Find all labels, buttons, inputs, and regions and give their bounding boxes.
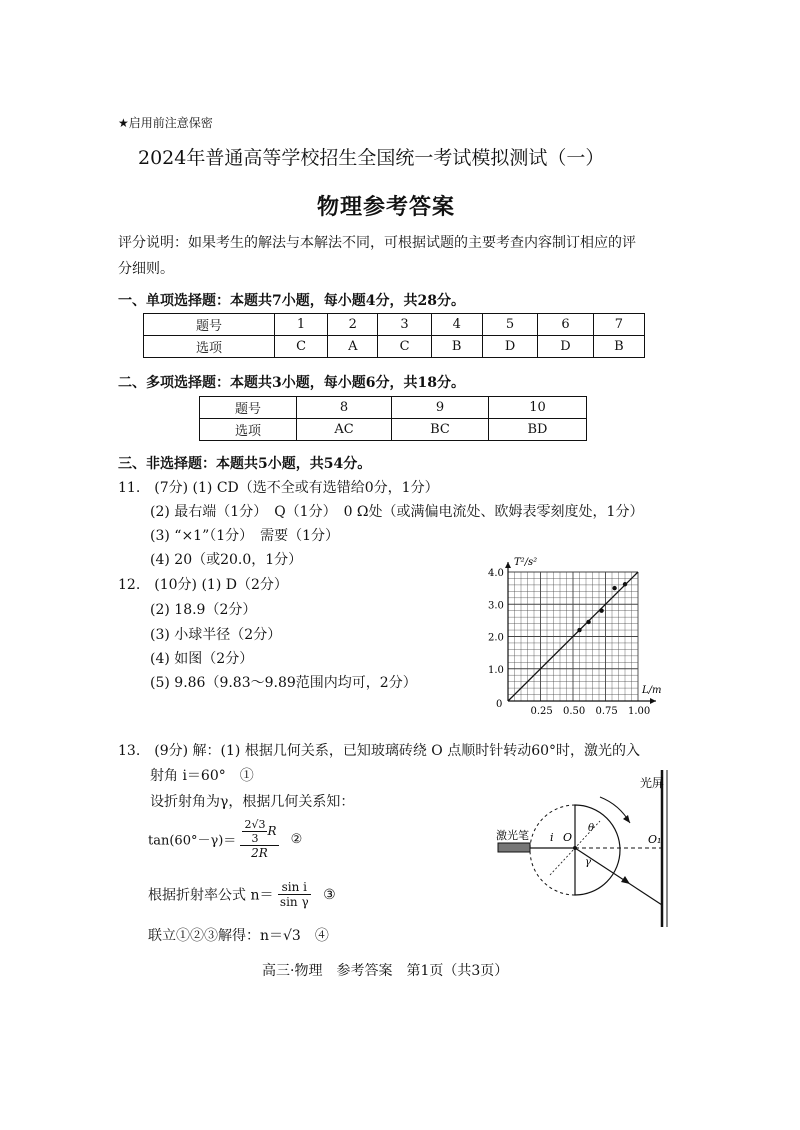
eq3-denominator: sin γ (279, 895, 309, 909)
q13-line2: 射角 i＝60° ① (150, 768, 254, 784)
i-label: i (550, 831, 554, 844)
doc-title: 物理参考答案 (317, 194, 456, 220)
page-footer: 高三·物理 参考答案 第1页（共3页） (262, 963, 509, 979)
table-cell: 10 (488, 397, 586, 419)
eq2-num-r: R (267, 824, 277, 838)
chart-x-tick-label: 0.75 (595, 706, 618, 717)
table-cell: 6 (538, 314, 593, 336)
chart-x-tick-label: 0.50 (563, 706, 586, 717)
laser-pen (498, 843, 530, 852)
section3-heading: 三、非选择题：本题共5小题，共54分。 (118, 456, 372, 472)
table-cell: 选项 (200, 419, 297, 441)
optics-diagram (490, 765, 690, 940)
table-cell: 9 (392, 397, 489, 419)
eq2-inner-bottom: 3 (251, 832, 259, 845)
q13-line3: 设折射角为γ，根据几何关系知： (150, 794, 355, 810)
exam-title: 2024年普通高等学校招生全国统一考试模拟测试（一） (138, 147, 605, 169)
eq3-numerator: sin i (278, 880, 311, 895)
table-cell: BC (392, 419, 489, 441)
table-cell: 4 (431, 314, 482, 336)
q12-line3: (3) 小球半径（2分） (150, 627, 282, 643)
table-cell: 选项 (144, 336, 275, 358)
table-row (144, 314, 645, 336)
o1-label: O₁ (648, 833, 662, 846)
q13-equation-3 (148, 880, 336, 909)
glass-semicircle (575, 805, 620, 895)
chart-x-tick-label: 0.25 (530, 706, 553, 717)
table-cell: 1 (275, 314, 328, 336)
q11-line3: (3) “×1”（1分） 需要（1分） (150, 528, 340, 544)
chart-data-point (586, 620, 590, 624)
eq2-inner-fraction (242, 818, 267, 845)
chart-y-tick-label: 3.0 (488, 600, 504, 612)
screen-label: 光屏 (640, 776, 665, 790)
rotation-arrow-head (623, 815, 630, 823)
section1-heading: 一、单项选择题：本题共7小题，每小题4分，共28分。 (118, 293, 465, 309)
q11-line1: 11. (7分) (1) CD（选不全或有选错给0分，1分） (118, 480, 439, 496)
table-row (144, 336, 645, 358)
ray-arrow-head (621, 876, 630, 884)
chart-xlabel: L/m (642, 685, 662, 696)
original-position-arc (530, 805, 575, 895)
table-cell: D (538, 336, 593, 358)
chart-y-tick-label: 1.0 (488, 664, 504, 676)
table-cell: C (378, 336, 431, 358)
table-cell: 7 (593, 314, 644, 336)
theta-label: θ (588, 823, 595, 834)
eq2-mark: ② (290, 831, 303, 847)
chart-x-arrow (650, 698, 656, 704)
table-cell: B (593, 336, 644, 358)
table-cell: A (328, 336, 378, 358)
chart-y-tick-label: 2.0 (488, 632, 504, 644)
eq3-lhs: 根据折射率公式 n＝ (148, 887, 274, 904)
table-cell: 3 (378, 314, 431, 336)
table-cell: BD (488, 419, 586, 441)
q11-line2: (2) 最右端（1分） Q（1分） 0 Ω处（或满偏电流处、欧姆表零刻度处，1分） (150, 504, 644, 520)
q12-line1: 12. (10分) (1) D（2分） (118, 577, 288, 593)
table-cell: 8 (297, 397, 392, 419)
chart-x-tick-label: 1.00 (628, 706, 651, 717)
table-cell: 5 (482, 314, 537, 336)
table-cell: AC (297, 419, 392, 441)
pendulum-chart (470, 555, 670, 720)
table-cell: 题号 (200, 397, 297, 419)
table-cell: 2 (328, 314, 378, 336)
eq2-lhs: tan(60°－γ)＝ (148, 833, 237, 849)
table-row (200, 419, 587, 441)
single-choice-table (143, 313, 645, 358)
o-label: O (563, 831, 573, 844)
gamma-label: γ (585, 857, 591, 868)
eq2-denominator: 2R (251, 846, 268, 860)
chart-y-arrow (505, 562, 511, 568)
chart-origin-label: 0 (496, 699, 503, 710)
chart-data-point (599, 609, 603, 613)
q13-line1: 13. (9分) 解：(1) 根据几何关系，已知玻璃砖绕 O 点顺时针转动60°时，激光的入 (118, 743, 641, 759)
scoring-note-line2: 分细则。 (118, 261, 174, 277)
table-cell: B (431, 336, 482, 358)
confidential-mark: ★启用前注意保密 (118, 116, 213, 130)
point-o (573, 846, 577, 850)
q12-line2: (2) 18.9（2分） (150, 602, 257, 618)
laser-label: 激光笔 (496, 829, 529, 842)
chart-data-point (577, 628, 581, 632)
eq2-inner-top: 2√3 (244, 818, 266, 831)
eq3-fraction (278, 880, 311, 909)
chart-data-point (623, 582, 627, 586)
multiple-choice-table (199, 396, 587, 441)
q11-line4: (4) 20（或20.0，1分） (150, 552, 303, 568)
chart-data-point (612, 586, 616, 590)
section2-heading: 二、多项选择题：本题共3小题，每小题6分，共18分。 (118, 375, 465, 391)
eq2-numerator (240, 818, 278, 846)
chart-y-tick-label: 4.0 (488, 568, 504, 579)
q13-equation-4: 联立①②③解得：n＝√3 ④ (148, 928, 329, 944)
table-cell: C (275, 336, 328, 358)
table-cell: D (482, 336, 537, 358)
chart-ylabel: T²/s² (514, 557, 538, 568)
eq3-mark: ③ (323, 886, 336, 903)
chart-axes (488, 562, 656, 717)
scoring-note-line1: 评分说明：如果考生的解法与本解法不同，可根据试题的主要考查内容制订相应的评 (118, 235, 636, 251)
table-row (200, 397, 587, 419)
q12-line4: (4) 如图（2分） (150, 651, 254, 667)
table-cell: 题号 (144, 314, 275, 336)
q13-equation-2 (148, 818, 302, 860)
eq2-fraction (240, 818, 278, 860)
q12-line5: (5) 9.86（9.83～9.89范围内均可，2分） (150, 675, 417, 691)
